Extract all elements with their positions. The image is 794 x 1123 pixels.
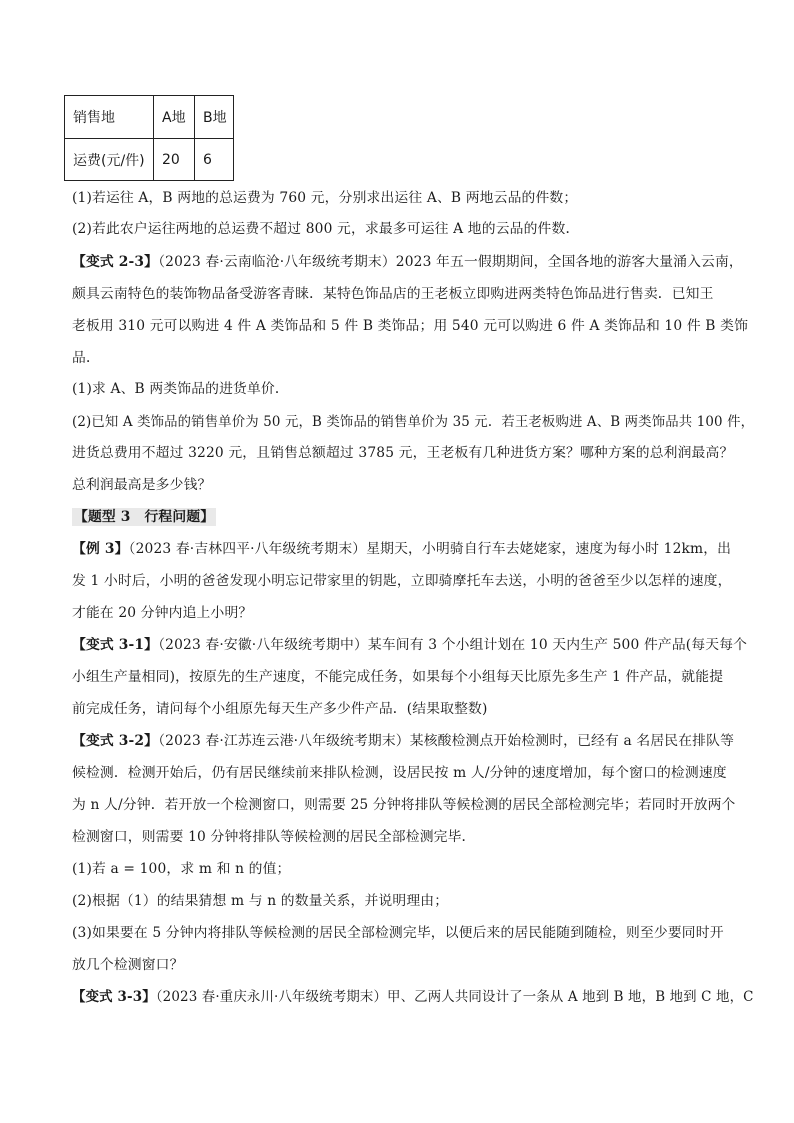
section-heading: 【题型 3 行程问题】	[74, 509, 215, 525]
text-line: 放几个检测窗口？	[72, 957, 184, 973]
table-cell: A地	[154, 96, 195, 139]
text-line: 候检测．检测开始后，仍有居民继续前来排队检测，设居民按 m 人/分钟的速度增加，每个窗口的检测速度	[72, 765, 727, 781]
problem-tag: 【例 3】	[72, 541, 129, 557]
text-line: 【变式 2-3】（2023 春·云南临沧·八年级统考期末）2023 年五一假期期间，全国各地的游客大量涌入云南，	[72, 254, 743, 270]
table-header-row	[65, 96, 234, 139]
problem-tag: 【变式 3-2】	[72, 733, 159, 749]
text-line: (2)根据（1）的结果猜想 m 与 n 的数量关系，并说明理由；	[72, 893, 449, 909]
text-line: 检测窗口，则需要 10 分钟将排队等候检测的居民全部检测完毕．	[72, 829, 476, 845]
text-line: 【变式 3-2】（2023 春·江苏连云港·八年级统考期末）某核酸检测点开始检测时，已经有 a 名居民在排队等	[72, 733, 735, 749]
text-line: 前完成任务，请问每个小组原先每天生产多少件产品．(结果取整数)	[72, 701, 488, 717]
text-line: (2)已知 A 类饰品的销售单价为 50 元，B 类饰品的销售单价为 35 元．若王老板购进 A、B 两类饰品共 100 件，	[72, 414, 755, 430]
text-line: (1)求 A、B 两类饰品的进货单价．	[72, 381, 289, 397]
problem-tag: 【变式 3-1】	[72, 637, 159, 653]
text-line: 为 n 人/分钟．若开放一个检测窗口，则需要 25 分钟将排队等候检测的居民全部检测完毕；若同时开放两个	[72, 797, 736, 813]
table-cell: 6	[195, 139, 234, 181]
text-line: (1)若 a = 100，求 m 和 n 的值；	[72, 861, 291, 877]
table-row	[65, 139, 234, 181]
text-line: 颇具云南特色的装饰物品备受游客青睐．某特色饰品店的王老板立即购进两类特色饰品进行售卖．已知王	[72, 286, 714, 302]
table-cell: 运费(元/件)	[65, 139, 154, 181]
text-line: 【变式 3-3】（2023 春·重庆永川·八年级统考期末）甲、乙两人共同设计了一条从 A 地到 B 地，B 地到 C 地，C	[72, 989, 754, 1005]
table-cell: 销售地	[65, 96, 154, 139]
problem-tag: 【变式 2-3】	[72, 254, 159, 270]
text-line: 【例 3】（2023 春·吉林四平·八年级统考期末）星期天，小明骑自行车去姥姥家，速度为每小时 12km，出	[72, 541, 732, 557]
table-cell: 20	[154, 139, 195, 181]
text-line: (1)若运往 A，B 两地的总运费为 760 元，分别求出运往 A、B 两地云品的件数；	[72, 190, 578, 206]
section-heading-wrap	[72, 508, 216, 526]
text-line: 【变式 3-1】（2023 春·安徽·八年级统考期中）某车间有 3 个小组计划在 10 天内生产 500 件产品(每天每个	[72, 637, 748, 653]
table-cell: B地	[195, 96, 234, 139]
text-line: 老板用 310 元可以购进 4 件 A 类饰品和 5 件 B 类饰品；用 540 元可以购进 6 件 A 类饰品和 10 件 B 类饰	[72, 318, 749, 334]
freight-table	[64, 95, 234, 181]
text-line: 小组生产量相同)，按原先的生产速度，不能完成任务，如果每个小组每天比原先多生产 1 件产品，就能提	[72, 669, 724, 685]
text-line: 才能在 20 分钟内追上小明？	[72, 605, 253, 621]
text-line: 总利润最高是多少钱？	[72, 477, 212, 493]
problem-tag: 【变式 3-3】	[72, 989, 156, 1005]
text-line: 品．	[72, 350, 100, 366]
text-line: (3)如果要在 5 分钟内将排队等候检测的居民全部检测完毕，以便后来的居民能随到随检，则至少要同时开	[72, 925, 724, 941]
text-line: 进货总费用不超过 3220 元，且销售总额超过 3785 元，王老板有几种进货方案？哪种方案的总利润最高？	[72, 445, 734, 461]
text-line: (2)若此农户运往两地的总运费不超过 800 元，求最多可运往 A 地的云品的件数．	[72, 221, 580, 237]
text-line: 发 1 小时后，小明的爸爸发现小明忘记带家里的钥匙，立即骑摩托车去送，小明的爸爸至少以怎样的速度，	[72, 573, 732, 589]
